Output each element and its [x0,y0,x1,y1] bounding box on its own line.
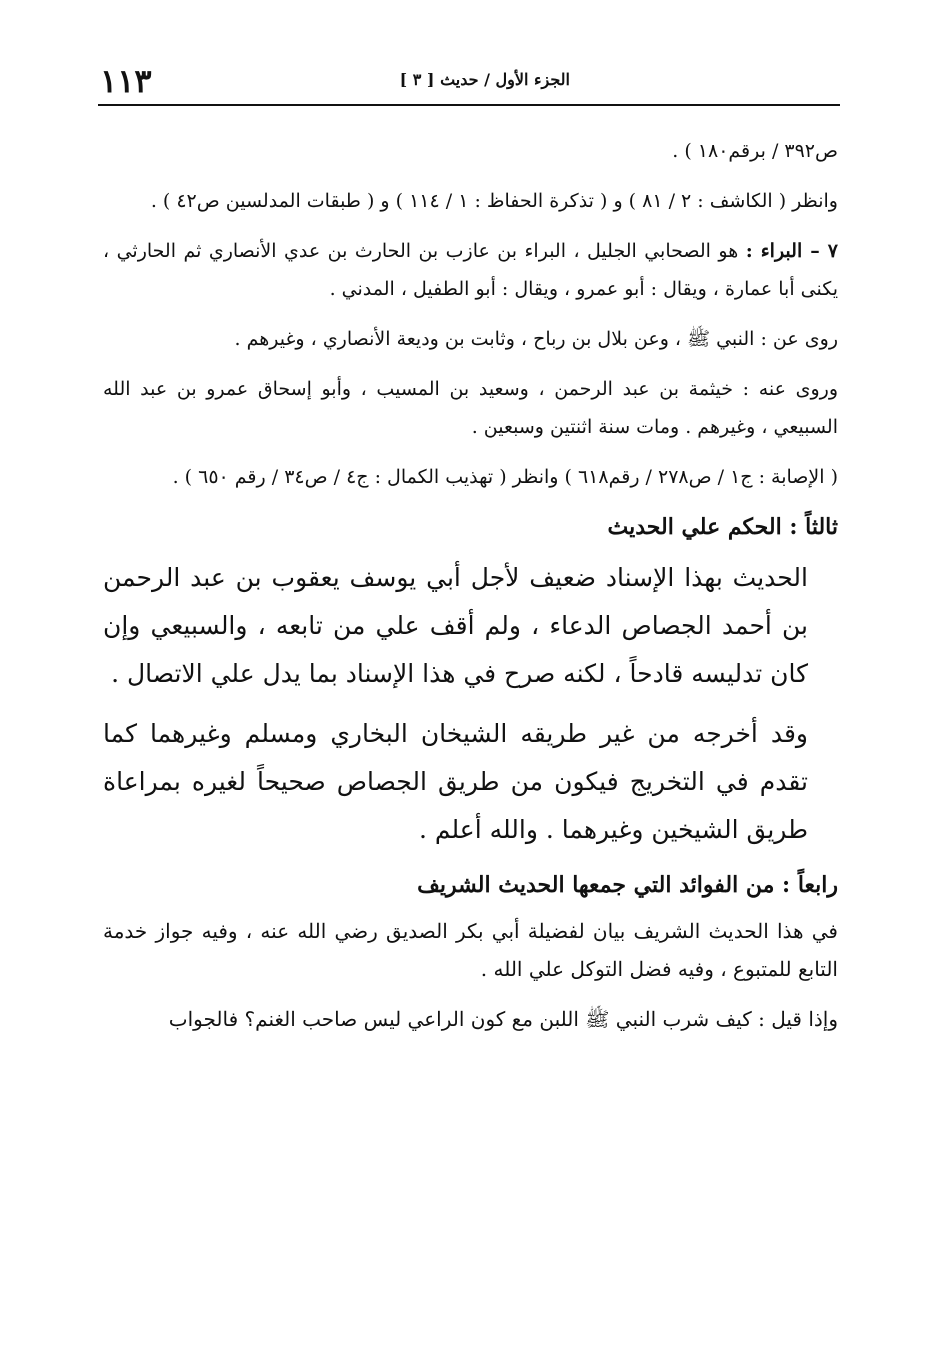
section-4-paragraph-1: في هذا الحديث الشريف بيان لفضيلة أبي بكر الصديق رضي الله عنه ، وفيه جواز خدمة التابع للمتبوع ، وفيه فضل التوكل علي الله . [103,919,838,981]
bara-biography [103,232,838,308]
section-3-paragraph-2: وقد أخرجه من غير طريقه الشيخان البخاري ومسلم وغيرهما كما تقدم في التخريج فيكون من طريق الجصاص صحيحاً لغيره بمراعاة طريق الشيخين وغيرهما . والله أعلم . [103,719,808,844]
section-3-heading: ثالثاً : الحكم علي الحديث [607,514,838,540]
section-3-paragraph-1: الحديث بهذا الإسناد ضعيف لأجل أبي يوسف يعقوب بن عبد الرحمن بن أحمد الجصاص الدعاء ، ولم أقف علي من تابعه ، والسبيعي وإن كان تدليسه قادحاً ، لكنه صرح في هذا الإسناد بما يدل علي الاتصال . [103,563,808,688]
bara-narrated-by: وروى عنه : خيثمة بن عبد الرحمن ، وسعيد بن المسيب ، وأبو إسحاق عمرو بن عبد الله السبيعي ، وغيرهم . ومات سنة اثنتين وسبعين . [103,378,838,438]
page-number: ١١٣ [100,62,152,100]
bara-bio-text: هو الصحابي الجليل ، البراء بن عازب بن الحارث بن عدي الأنصاري ثم الحارثي ، يكنى أبا عمارة ، ويقال : أبو عمرو ، ويقال : أبو الطفيل ، المدني . [103,240,838,300]
bara-lead: ٧ – البراء : [745,240,838,262]
page-header [100,62,840,104]
bara-narrated-from: روى عن : النبي ﷺ ، وعن بلال بن رباح ، وثابت بن وديعة الأنصاري ، وغيرهم . [234,328,838,350]
section-4-paragraph-2: وإذا قيل : كيف شرب النبي ﷺ اللبن مع كون الراعي ليس صاحب الغنم؟ فالجواب [168,1007,838,1031]
header-rule [98,104,840,106]
footnote-references: وانظر ( الكاشف : ٢ / ٨١ ) و ( تذكرة الحفاظ : ١ / ١١٤ ) و ( طبقات المدلسين ص٤٢ ) . [150,190,838,212]
running-head: الجزء الأول / حديث [ ٣ ] [399,70,570,89]
page-body [103,132,838,1050]
footnote-continuation: ص٣٩٢ / برقم١٨٠ ) . [672,140,838,162]
bara-references: ( الإصابة : ج١ / ص٢٧٨ / رقم٦١٨ ) وانظر ( تهذيب الكمال : ج٤ / ص٣٤ / رقم ٦٥٠ ) . [172,466,838,488]
section-4-heading: رابعاً : من الفوائد التي جمعها الحديث الشريف [417,872,838,898]
